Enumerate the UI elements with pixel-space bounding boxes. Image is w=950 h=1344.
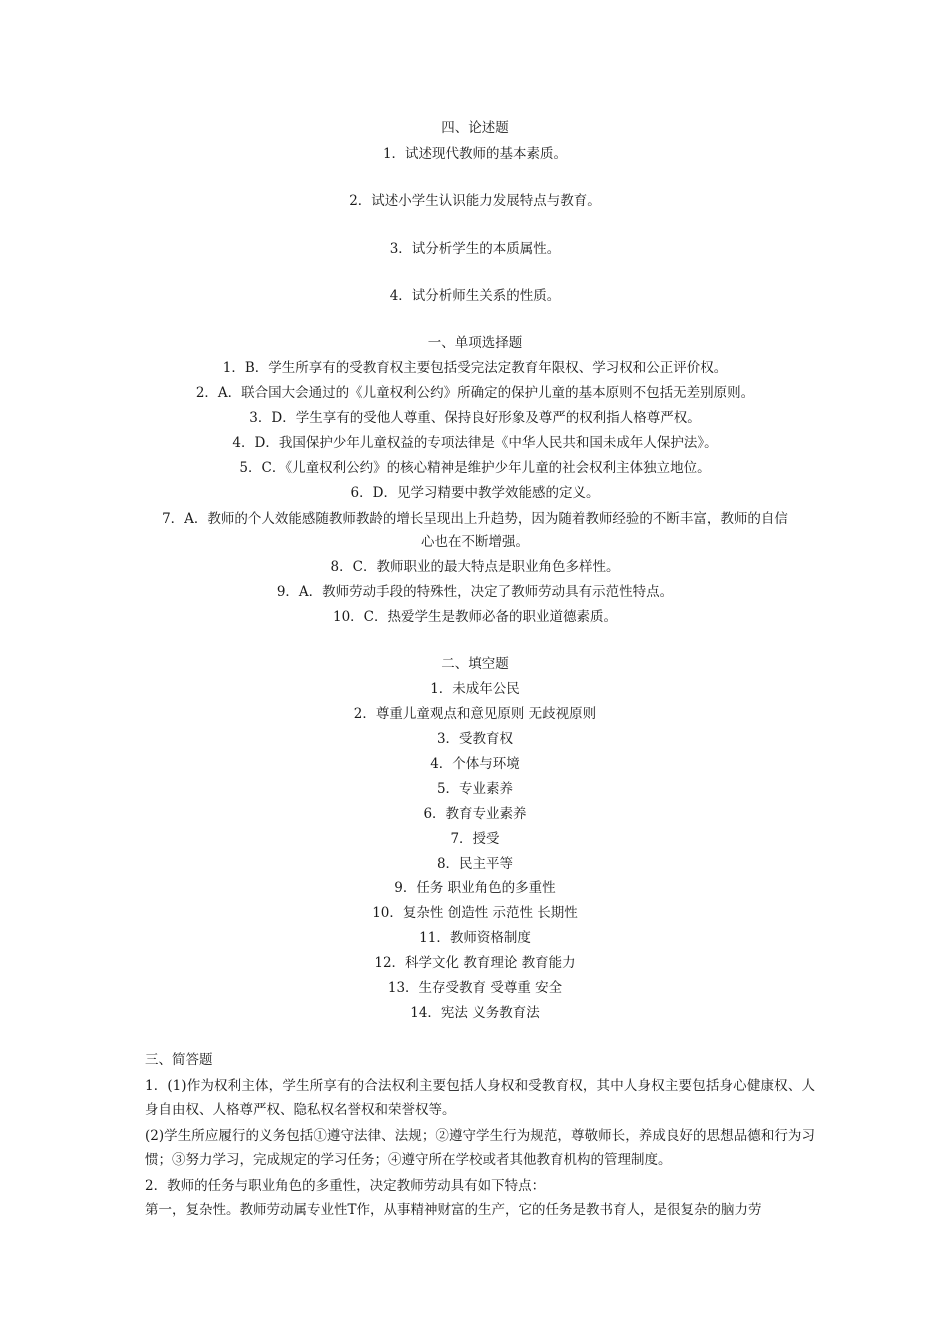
short-paragraph: 1．(1)作为权利主体，学生所享有的合法权利主要包括人身权和受教育权，其中人身权主要包括身心健康权、人身自由权、人格尊严权、隐私权名誉权和荣誉权等。 xyxy=(145,1078,815,1118)
fill-item: 6．教育专业素养 xyxy=(423,806,527,822)
choice-item: 1．B．学生所享有的受教育权主要包括受完法定教育年限权、学习权和公正评价权。 xyxy=(222,360,728,376)
choice-item: 6．D．见学习精要中教学效能感的定义。 xyxy=(350,485,600,501)
fill-item: 4．个体与环境 xyxy=(430,756,520,772)
essay-heading: 四、论述题 xyxy=(441,120,509,136)
short-paragraph: (2)学生所应履行的义务包括①遵守法律、法规；②遵守学生行为规范，尊敬师长，养成良好的思想品德和行为习惯；③努力学习，完成规定的学习任务；④遵守所在学校或者其他教育机构的管理制度。 xyxy=(145,1128,815,1168)
essay-item: 1．试述现代教师的基本素质。 xyxy=(382,146,568,162)
choice-item: 2．A．联合国大会通过的《儿童权利公约》所确定的保护儿童的基本原则不包括无差别原则。 xyxy=(195,385,755,401)
choice-item: 3．D．学生享有的受他人尊重、保持良好形象及尊严的权利指人格尊严权。 xyxy=(249,410,701,426)
essay-item: 2．试述小学生认识能力发展特点与教育。 xyxy=(349,193,601,209)
choice-item: 7．A．教师的个人效能感随教师教龄的增长呈现出上升趋势，因为随着教师经验的不断丰富，教师的自信 xyxy=(162,511,788,527)
choice-item: 4．D．我国保护少年儿童权益的专项法律是《中华人民共和国未成年人保护法》。 xyxy=(232,435,718,451)
choice-item: 5．C．《儿童权利公约》的核心精神是维护少年儿童的社会权利主体独立地位。 xyxy=(239,460,711,476)
fill-item: 3．受教育权 xyxy=(436,731,514,747)
choice-heading: 一、单项选择题 xyxy=(427,335,523,351)
choice-item: 9．A．教师劳动手段的特殊性，决定了教师劳动具有示范性特点。 xyxy=(276,584,674,600)
fill-item: 7．授受 xyxy=(450,831,500,847)
fill-item: 1．未成年公民 xyxy=(430,681,520,697)
fill-item: 9．任务 职业角色的多重性 xyxy=(394,880,556,896)
fill-item: 13．生存受教育 受尊重 安全 xyxy=(387,980,563,996)
fill-item: 11．教师资格制度 xyxy=(419,930,531,946)
short-paragraph-truncated: 第一，复杂性。教师劳动属专业性T作，从事精神财富的生产，它的任务是教书育人，是很复杂的脑力劳 xyxy=(145,1202,762,1218)
fill-item: 2．尊重儿童观点和意见原则 无歧视原则 xyxy=(353,706,597,722)
fill-item: 14．宪法 义务教育法 xyxy=(410,1005,540,1021)
short-heading: 三、简答题 xyxy=(145,1052,213,1068)
fill-item: 10．复杂性 创造性 示范性 长期性 xyxy=(372,905,578,921)
fill-item: 5．专业素养 xyxy=(436,781,514,797)
short-paragraph: 2．教师的任务与职业角色的多重性，决定教师劳动具有如下特点： xyxy=(145,1178,546,1194)
fill-heading: 二、填空题 xyxy=(441,656,509,672)
choice-item: 8．C．教师职业的最大特点是职业角色多样性。 xyxy=(330,559,620,575)
fill-item: 12．科学文化 教育理论 教育能力 xyxy=(374,955,576,971)
essay-item: 4．试分析师生关系的性质。 xyxy=(389,288,561,304)
essay-item: 3．试分析学生的本质属性。 xyxy=(389,241,561,257)
fill-item: 8．民主平等 xyxy=(436,856,514,872)
choice-item-continuation: 心也在不断增强。 xyxy=(421,534,529,550)
choice-item: 10．C．热爱学生是教师必备的职业道德素质。 xyxy=(332,609,617,625)
